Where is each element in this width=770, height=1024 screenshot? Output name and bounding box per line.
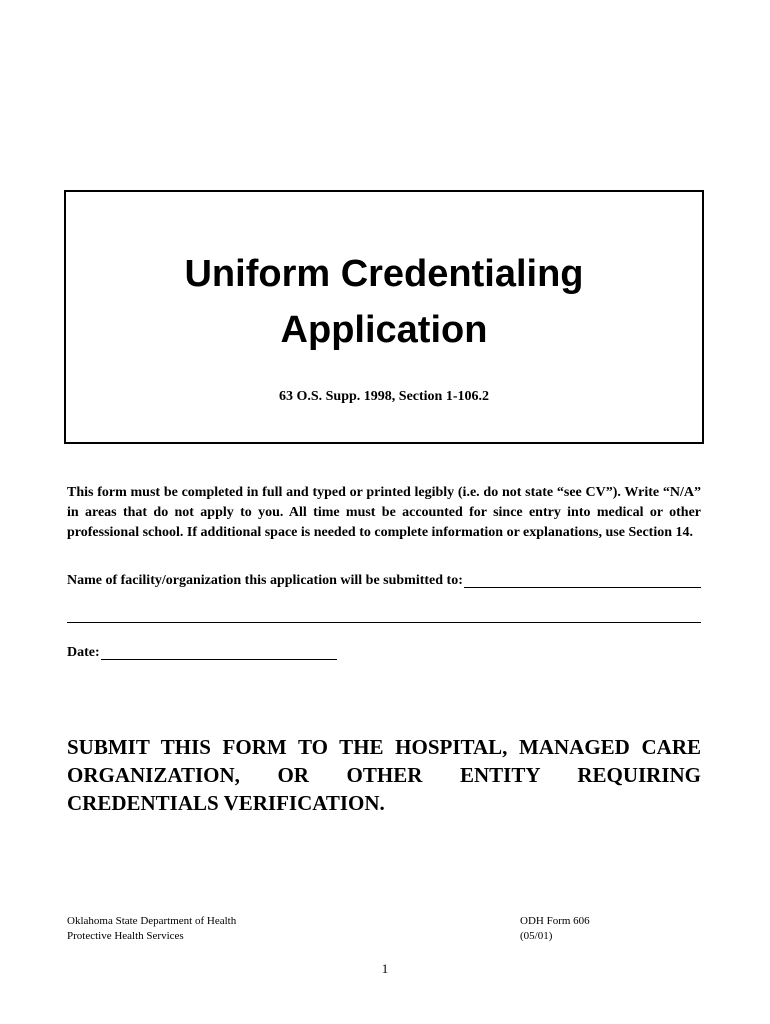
form-title-line-2: Application <box>280 309 488 351</box>
footer-form-number: ODH Form 606 <box>520 915 590 927</box>
footer-form-date: (05/01) <box>520 930 553 942</box>
facility-name-label: Name of facility/organization this application will be submitted to: <box>67 573 463 588</box>
statute-citation: 63 O.S. Supp. 1998, Section 1-106.2 <box>278 389 490 404</box>
date-row <box>67 643 337 663</box>
facility-name-continuation-line[interactable] <box>67 622 701 623</box>
footer-form-block <box>520 914 590 944</box>
submit-notice: SUBMIT THIS FORM TO THE HOSPITAL, MANAGED CARE ORGANIZATION, OR OTHER ENTITY REQUIRING CREDENTIALS VERIFICATION. <box>67 735 701 815</box>
footer-agency: Oklahoma State Department of Health <box>67 915 237 927</box>
facility-name-field[interactable] <box>464 571 701 588</box>
page-number: 1 <box>381 961 389 976</box>
footer-division: Protective Health Services <box>67 930 184 942</box>
facility-name-row <box>67 571 701 591</box>
title-box <box>64 190 704 444</box>
date-label: Date: <box>67 645 100 660</box>
instructions-paragraph: This form must be completed in full and typed or printed legibly (i.e. do not state “see CV”). Write “N/A” in areas that do not apply to you. All time must be accounted for since entry into medical or other professional school. If additional space is needed to complete information or explanations, use Section 14. <box>67 485 701 540</box>
form-title-line-1: Uniform Credentialing <box>184 253 584 295</box>
date-field[interactable] <box>101 643 337 660</box>
footer-agency-block <box>67 914 236 944</box>
